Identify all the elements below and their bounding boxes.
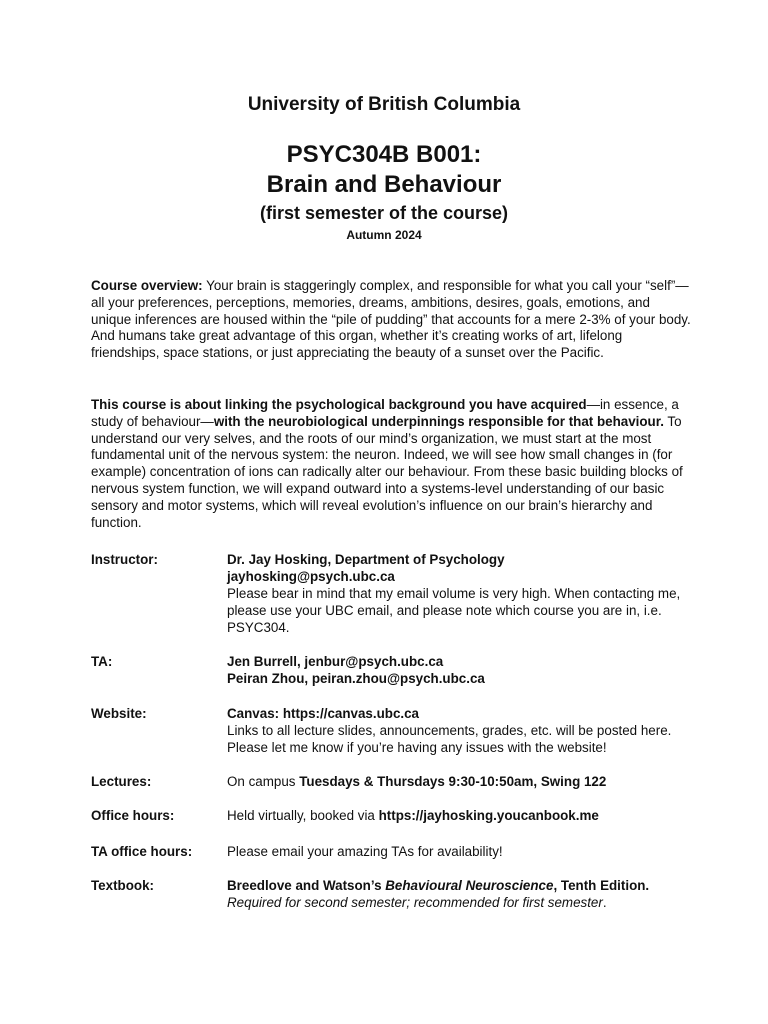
instructor-name: Dr. Jay Hosking, Department of Psychology <box>227 552 505 567</box>
ta-office-hours-value: Please email your amazing TAs for availability! <box>227 844 503 859</box>
ta-value <box>227 653 691 687</box>
textbook-note-line <box>227 894 691 911</box>
textbook-note: Required for second semester; recommended for first semester <box>227 895 603 910</box>
textbook-title: Behavioural Neuroscience <box>385 878 554 893</box>
office-hours-value <box>227 807 691 824</box>
lectures-value <box>227 773 691 790</box>
textbook-value <box>227 877 691 911</box>
about-bold-2: with the neurobiological underpinnings responsible for that behaviour. <box>213 413 664 429</box>
textbook-label: Textbook: <box>91 878 154 893</box>
course-title: Brain and Behaviour <box>266 171 502 198</box>
course-subtitle: (first semester of the course) <box>259 203 509 223</box>
instructor-value <box>227 551 691 636</box>
website-label: Website: <box>91 706 147 721</box>
office-hours-prefix: Held virtually, booked via <box>227 808 379 823</box>
office-hours-label: Office hours: <box>91 808 175 823</box>
course-overview-paragraph <box>91 278 691 362</box>
ta-contact-1[interactable]: Jen Burrell, jenbur@psych.ubc.ca <box>227 654 444 669</box>
ta-office-hours-label: TA office hours: <box>91 844 193 859</box>
textbook-edition: , Tenth Edition. <box>553 878 650 893</box>
course-overview-text: Your brain is staggeringly complex, and responsible for what you call your “self”—all your preferences, perceptions, memories, dreams, ambitions, desires, goals, emotions, and unique inferences are housed within the “pile of pudding” that accounts for a mere 2-3% of your body. And humans take great advantage of this organ, whether it’s creating works of art, lifelong friendships, space stations, or just appreciating the beauty of a sunset over the Pacific. <box>91 278 691 361</box>
about-bold-1: This course is about linking the psychological background you have acquired <box>91 397 587 412</box>
course-code: PSYC304B B001: <box>286 141 482 168</box>
instructor-note: Please bear in mind that my email volume is very high. When contacting me, please use your UBC email, and please note which course you are in, i.e. PSYC304. <box>227 586 681 635</box>
ta-label: TA: <box>91 654 113 669</box>
course-about-paragraph <box>91 397 691 531</box>
about-text-2: To understand our very selves, and the roots of our mind’s organization, we must start at the most fundamental unit of the nervous system: the neuron. Indeed, we will see how small changes in (for example) concentration of ions can radically alter our behaviour. From these basic building blocks of nervous system function, we will expand outward into a systems-level understanding of our basic sensory and motor systems, which will reveal evolution’s influence on our brain’s hierarchy and function. <box>91 413 683 530</box>
office-hours-link[interactable]: https://jayhosking.youcanbook.me <box>378 808 599 823</box>
ta-contact-2[interactable]: Peiran Zhou, peiran.zhou@psych.ubc.ca <box>227 671 485 686</box>
course-term: Autumn 2024 <box>346 228 422 242</box>
website-value <box>227 705 691 756</box>
university-name: University of British Columbia <box>247 94 521 115</box>
about-text-1: —in essence, a study of behaviour— <box>91 397 679 429</box>
textbook-citation <box>227 877 691 894</box>
course-overview-label: Course overview: <box>91 278 203 293</box>
website-link[interactable]: Canvas: https://canvas.ubc.ca <box>227 706 420 721</box>
website-note: Links to all lecture slides, announcements, grades, etc. will be posted here. Please let me know if you’re having any issues with the website! <box>227 723 672 755</box>
textbook-authors: Breedlove and Watson’s <box>227 878 386 893</box>
lectures-label: Lectures: <box>91 774 152 789</box>
instructor-label: Instructor: <box>91 552 158 567</box>
lectures-details: Tuesdays & Thursdays 9:30-10:50am, Swing 122 <box>299 774 607 789</box>
textbook-note-end: . <box>602 895 607 910</box>
instructor-email-link[interactable]: jayhosking@psych.ubc.ca <box>227 569 395 584</box>
lectures-prefix: On campus <box>227 774 300 789</box>
